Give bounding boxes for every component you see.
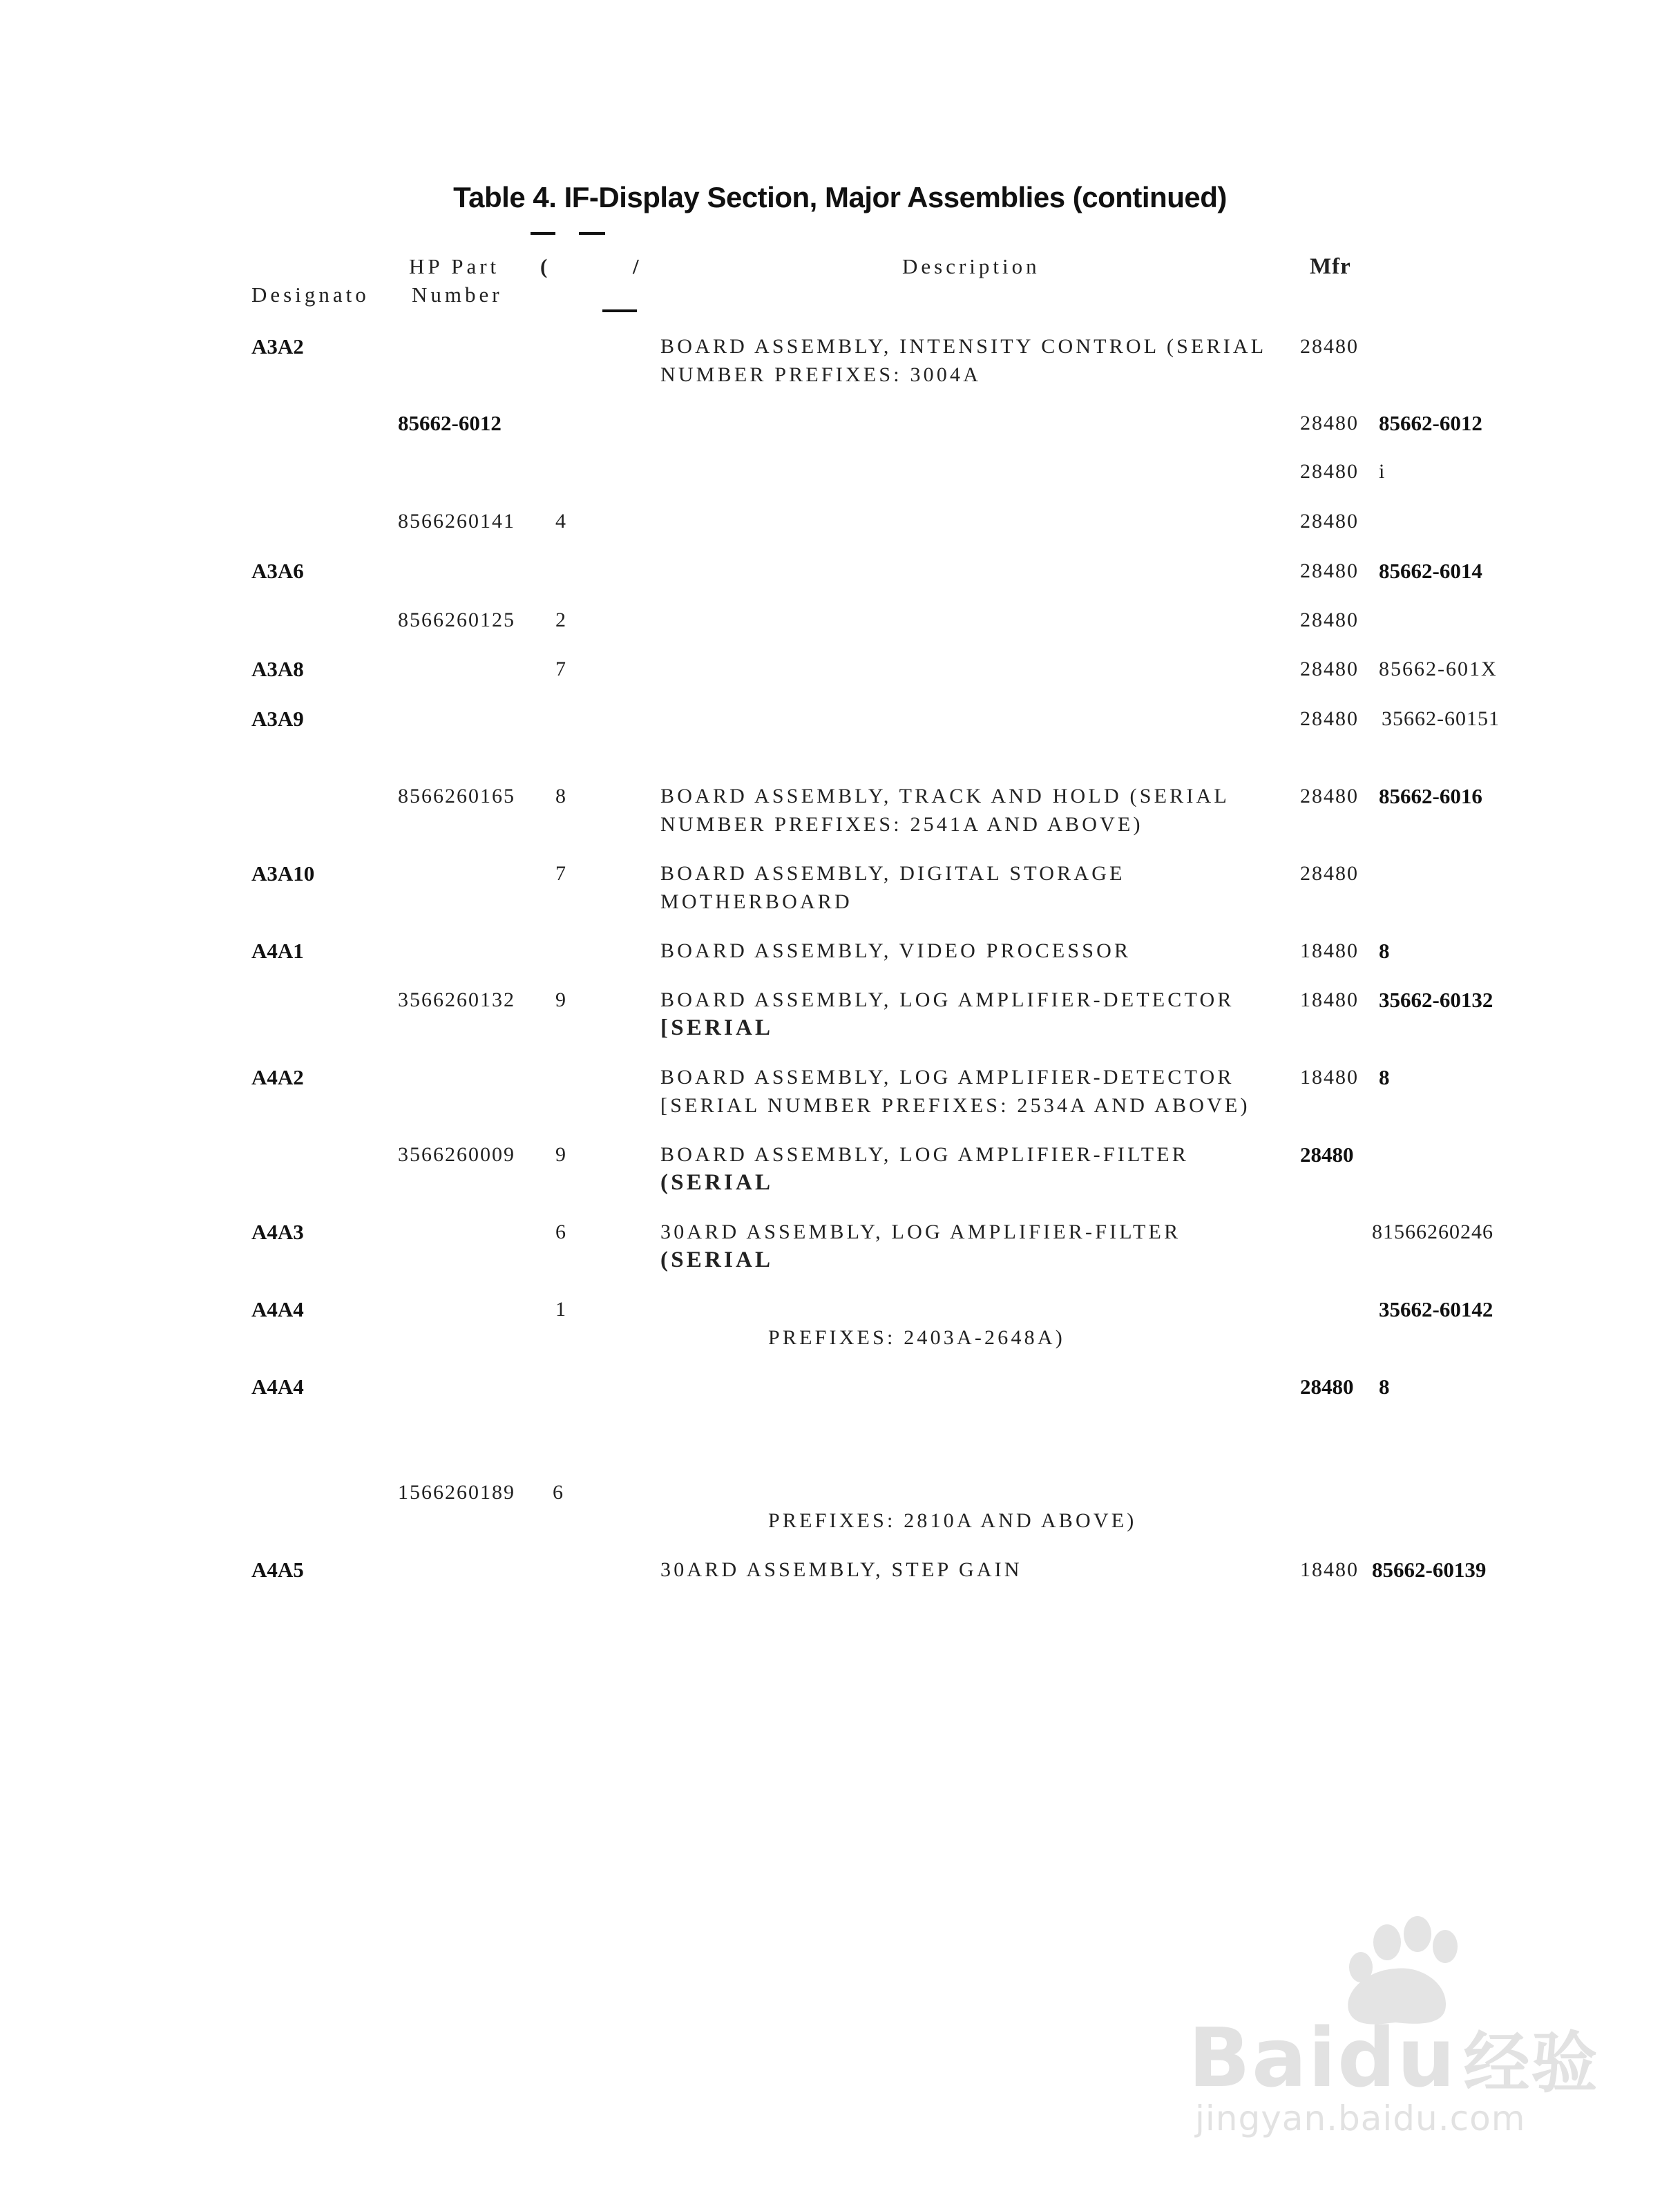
table-cell-description: 30ARD ASSEMBLY, STEP GAIN [660, 1558, 1022, 1581]
table-cell-designator: A3A2 [251, 334, 304, 358]
table-cell-description: [SERIAL [660, 1015, 774, 1040]
table-cell-designator: A4A3 [251, 1220, 304, 1244]
table-cell-description: BOARD ASSEMBLY, TRACK AND HOLD (SERIAL [660, 785, 1230, 807]
table-cell-description: PREFIXES: 2810A AND ABOVE) [768, 1509, 1137, 1532]
table-cell-description: PREFIXES: 2403A-2648A) [768, 1326, 1065, 1349]
table-cell-part: 85662-6012 [398, 411, 502, 435]
table-cell-designator: A4A4 [251, 1375, 304, 1399]
table-cell-cd: 9 [555, 1143, 567, 1166]
table-cell-mfr: 18480 [1300, 939, 1359, 962]
table-cell-mfr: 18480 [1300, 1558, 1359, 1581]
header-designator: Designato [251, 283, 370, 307]
table-cell-description: (SERIAL [660, 1170, 774, 1195]
table-cell-mfr-part: 35662-60151 [1382, 707, 1500, 730]
table-cell-description: BOARD ASSEMBLY, LOG AMPLIFIER-DETECTOR [660, 988, 1234, 1011]
table-cell-mfr: 28480 [1300, 1375, 1354, 1399]
table-cell-part: 8566260125 [398, 609, 515, 631]
table-cell-mfr-part: i [1379, 460, 1386, 483]
watermark-url: jingyan.baidu.com [1195, 2098, 1526, 2139]
table-cell-mfr: 28480 [1300, 460, 1359, 483]
table-cell-mfr: 28480 [1300, 707, 1359, 730]
table-cell-mfr: 18480 [1300, 1066, 1359, 1089]
header-number: Number [412, 283, 503, 307]
table-cell-part: 1566260189 [398, 1481, 515, 1504]
table-cell-designator: A4A2 [251, 1065, 304, 1089]
table-cell-designator: A4A4 [251, 1297, 304, 1321]
table-cell-description: BOARD ASSEMBLY, INTENSITY CONTROL (SERIAL [660, 335, 1267, 358]
table-cell-mfr: 28480 [1300, 412, 1359, 434]
table-cell-mfr: 28480 [1300, 559, 1359, 582]
baidu-watermark [1188, 1906, 1616, 2139]
table-cell-designator: A3A8 [251, 657, 304, 681]
table-cell-cd: 2 [555, 609, 567, 631]
description-text: NUMBER PREFIXES: 3004A [660, 363, 982, 386]
header-description: Description [902, 254, 1040, 278]
page-title: Table 4. IF-Display Section, Major Assemblies (continued) [453, 181, 1227, 213]
table-cell-designator: A4A5 [251, 1558, 304, 1582]
table-cell-part: 3566260009 [398, 1143, 515, 1166]
table-cell-description: BOARD ASSEMBLY, LOG AMPLIFIER-FILTER [660, 1143, 1189, 1166]
table-cell-mfr-part: 85662-6016 [1379, 784, 1482, 808]
header-mfr: Mfr [1310, 254, 1351, 279]
table-cell-designator: A3A9 [251, 707, 304, 731]
table-cell-mfr: 28480 [1300, 658, 1359, 680]
watermark-brand: Baidu [1188, 2010, 1457, 2105]
table-cell-mfr-part: 85662-6012 [1379, 411, 1482, 435]
table-cell-cd: 1 [555, 1298, 567, 1321]
table-cell-description [660, 361, 981, 389]
table-cell-mfr-part: 8 [1379, 1375, 1390, 1399]
table-cell-description: [SERIAL NUMBER PREFIXES: 2534A AND ABOVE) [660, 1094, 1250, 1117]
header-rule [579, 232, 605, 235]
table-cell-cd: 9 [555, 988, 567, 1011]
table-cell-cd: 7 [555, 862, 567, 885]
table-cell-mfr: 28480 [1300, 510, 1359, 533]
table-cell-part: 3566260132 [398, 988, 515, 1011]
table-cell-mfr: 28480 [1300, 862, 1359, 885]
table-cell-cd: 8 [555, 785, 567, 807]
header-rule [602, 309, 637, 312]
table-cell-cd: 6 [555, 1221, 567, 1243]
table-cell-description: BOARD ASSEMBLY, LOG AMPLIFIER-DETECTOR [660, 1066, 1234, 1089]
table-cell-mfr-part: 85662-6014 [1379, 559, 1482, 583]
table-cell-mfr: 28480 [1300, 335, 1359, 358]
table-cell-description: BOARD ASSEMBLY, DIGITAL STORAGE [660, 862, 1125, 885]
table-cell-description: MOTHERBOARD [660, 890, 852, 913]
table-cell-description: NUMBER PREFIXES: 2541A AND ABOVE) [660, 813, 1143, 836]
table-cell-mfr-part: 35662-60142 [1379, 1297, 1493, 1321]
table-cell-cd: 6 [553, 1481, 564, 1504]
table-cell-mfr: 18480 [1300, 988, 1359, 1011]
table-cell-mfr: 28480 [1300, 609, 1359, 631]
table-cell-part: 8566260141 [398, 510, 515, 533]
table-cell-designator: A3A10 [251, 861, 315, 886]
table-cell-mfr: 28480 [1300, 785, 1359, 807]
table-cell-mfr-part: 8 [1379, 939, 1390, 963]
table-cell-description: 30ARD ASSEMBLY, LOG AMPLIFIER-FILTER [660, 1221, 1181, 1243]
header-rule [531, 232, 555, 235]
header-qty: / [633, 254, 642, 278]
table-cell-description: BOARD ASSEMBLY, VIDEO PROCESSOR [660, 939, 1132, 962]
table-cell-cd: 7 [555, 658, 567, 680]
table-cell-designator: A3A6 [251, 559, 304, 583]
header-hp-part: HP Part [409, 254, 500, 278]
table-cell-mfr-part: 85662-60139 [1372, 1558, 1487, 1582]
table-cell-mfr-part: 81566260246 [1372, 1221, 1493, 1243]
watermark-cjk: 经验 [1463, 2025, 1599, 2102]
table-cell-part: 8566260165 [398, 785, 515, 807]
table-cell-mfr-part: 8 [1379, 1065, 1390, 1089]
table-cell-mfr-part: 35662-60132 [1379, 988, 1493, 1012]
table-cell-description: (SERIAL [660, 1247, 774, 1272]
table-cell-cd: 4 [555, 510, 567, 533]
table-cell-mfr-part: 85662-601X [1379, 658, 1498, 680]
table-cell-mfr: 28480 [1300, 1142, 1354, 1167]
table-cell-designator: A4A1 [251, 939, 304, 963]
header-cd: ( [540, 254, 551, 278]
